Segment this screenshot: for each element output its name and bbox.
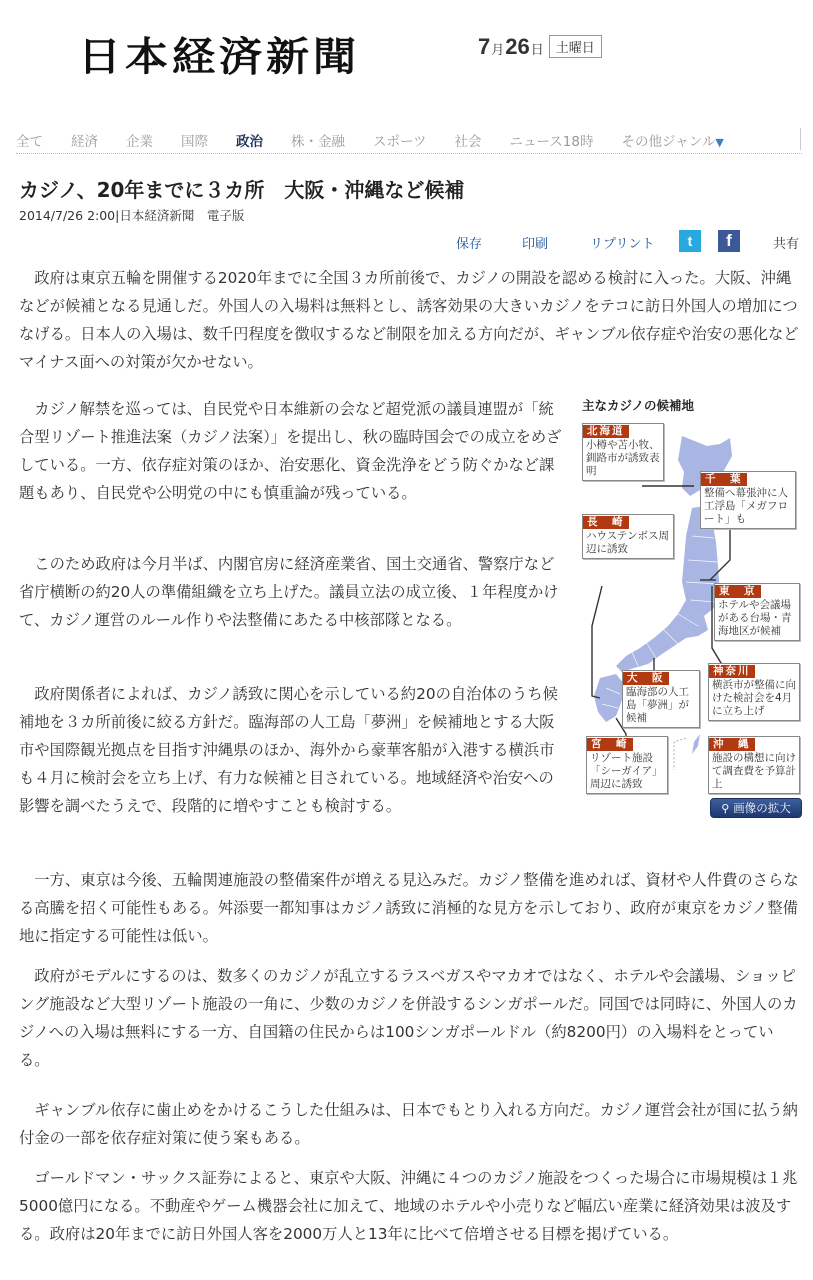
callout-text: 横浜市が整備に向けた検討会を4月に立ち上げ xyxy=(712,679,796,717)
article-paragraph: 政府は東京五輪を開催する2020年までに全国３カ所前後で、カジノの開設を認める検討に入った。大阪、沖縄などが候補となる見通しだ。外国人の入場料は無料とし、誘客効果の大きいカジノをテコに訪日外国人の増加につなげる。日本人の入場は、数千円程度を徴収するなど制限を加える方向だが、ギャンブル依存症や治安の悪化などマイナス面への対策が欠かせない。 xyxy=(19,269,799,371)
callout-miyazaki xyxy=(586,736,668,794)
nav-item-politics[interactable]: 政治 xyxy=(236,133,263,150)
masthead xyxy=(0,0,813,120)
callout-tag: 宮 崎 xyxy=(587,738,633,751)
nav-item-markets[interactable]: 株・金融 xyxy=(291,133,345,150)
callout-osaka xyxy=(622,670,700,728)
callout-text: 小樽や苫小牧、釧路市が誘致表明 xyxy=(586,439,660,477)
date-month-unit: 月 xyxy=(491,42,505,57)
figure-title: 主なカジノの候補地 xyxy=(582,398,695,413)
nav-item-sports[interactable]: スポーツ xyxy=(373,133,427,150)
callout-text: リゾート施設「シーガイア」周辺に誘致 xyxy=(590,752,663,790)
article-paragraph: 政府がモデルにするのは、数多くのカジノが乱立するラスベガスやマカオではなく、ホテルや会議場、ショッピング施設など大型リゾート施設の一角に、少数のカジノを併設するシンガポールだ。同国では同時に、外国人のカジノへの入場は無料にする一方、自国籍の住民からは100シンガポールドル（約8200円）の入場料をとっている。 xyxy=(19,967,798,1069)
callout-hokkaido xyxy=(582,423,664,481)
article-byline: 2014/7/26 2:00|日本経済新聞 電子版 xyxy=(19,208,245,223)
callout-text: ハウステンボス周辺に誘致 xyxy=(586,530,669,555)
article-paragraph: カジノ解禁を巡っては、自民党や日本維新の会など超党派の議員連盟が「統合型リゾート推進法案（カジノ法案）」を提出し、秋の臨時国会での成立をめざしている。一方、依存症対策のほか、治安悪化、資金洗浄をどう防ぐかなど課題もあり、自民党や公明党の中にも慎重論が残っている。 xyxy=(19,400,562,502)
twitter-icon[interactable]: t xyxy=(679,230,701,252)
callout-okinawa xyxy=(708,736,800,794)
nav-item-international[interactable]: 国際 xyxy=(181,133,208,150)
callout-text: 臨海部の人工島「夢洲」が候補 xyxy=(626,686,689,724)
nav-other-label: その他ジャンル xyxy=(621,133,716,150)
newspaper-logo[interactable]: 日本経済新聞 xyxy=(78,34,360,81)
genre-nav xyxy=(16,126,802,154)
callout-text: ホテルや会議場がある台場・青海地区が候補 xyxy=(718,599,792,637)
nav-item-other-genres[interactable] xyxy=(621,130,723,150)
weekday-badge: 土曜日 xyxy=(549,35,602,58)
reprint-button[interactable]: リプリント xyxy=(590,237,655,252)
callout-kanagawa xyxy=(708,663,800,721)
callout-tag: 大 阪 xyxy=(623,672,669,685)
callout-tag: 北海道 xyxy=(583,425,629,438)
nav-item-business[interactable]: 企業 xyxy=(126,133,153,150)
nav-item-all[interactable]: 全て xyxy=(16,133,43,150)
date-day: 26 xyxy=(505,34,530,59)
save-button[interactable]: 保存 xyxy=(456,237,483,252)
callout-nagasaki xyxy=(582,514,674,559)
callout-chiba xyxy=(700,471,796,529)
article-paragraph: ゴールドマン・サックス証券によると、東京や大阪、沖縄に４つのカジノ施設をつくった場合に市場規模は１兆5000億円になる。不動産やゲーム機器会社に加えて、地域のホテルや小売りなど幅広い産業に経済効果は波及する。政府は20年までに訪日外国人客を2000万人と13年に比べて倍増させる目標を掲げている。 xyxy=(19,1169,798,1243)
article-paragraph: 一方、東京は今後、五輪関連施設の整備案件が増える見込みだ。カジノ整備を進めれば、資材や人件費のさらなる高騰を招く可能性もある。舛添要一都知事はカジノ誘致に消極的な見方を示しており、政府が東京をカジノ整備地に指定する可能性は低い。 xyxy=(19,871,799,945)
facebook-icon[interactable]: f xyxy=(718,230,740,252)
nav-divider xyxy=(800,128,801,150)
article-paragraph: ギャンブル依存に歯止めをかけるこうした仕組みは、日本でもとり入れる方向だ。カジノ運営会社が国に払う納付金の一部を依存症対策に使う案もある。 xyxy=(19,1101,798,1147)
article-headline: カジノ、20年までに３カ所 大阪・沖縄など候補 xyxy=(19,178,465,202)
callout-tag: 神奈川 xyxy=(709,665,755,678)
chevron-down-icon: ▼ xyxy=(715,135,724,149)
callout-tag: 沖 縄 xyxy=(709,738,755,751)
callout-tag: 長 崎 xyxy=(583,516,629,529)
print-button[interactable]: 印刷 xyxy=(522,237,549,252)
edition-date xyxy=(478,34,602,60)
callout-text: 整備へ幕張沖に人工浮島「メガフロート」も xyxy=(704,487,788,525)
date-day-unit: 日 xyxy=(530,42,544,57)
nav-item-news18[interactable]: ニュース18時 xyxy=(509,133,594,150)
callout-text: 施設の構想に向けて調査費を予算計上 xyxy=(712,752,796,790)
nav-item-society[interactable]: 社会 xyxy=(454,133,482,150)
share-button[interactable]: 共有 xyxy=(773,237,800,252)
date-month: 7 xyxy=(478,34,491,59)
article-paragraph: 政府関係者によれば、カジノ誘致に関心を示している約20の自治体のうち候補地を３カ所前後に絞る方針だ。臨海部の人工島「夢洲」を候補地とする大阪市や国際観光拠点を目指す沖縄県のほか、海外から豪華客船が入港する横浜市も４月に検討会を立ち上げ、有力な候補と目されている。地域経済や治安への影響を調べたうえで、段階的に増やすことも検討する。 xyxy=(19,685,558,815)
magnifier-icon: ⚲ xyxy=(721,801,730,815)
callout-tag: 東 京 xyxy=(715,585,761,598)
article-paragraph: このため政府は今月半ば、内閣官房に経済産業省、国土交通省、警察庁など省庁横断の約20人の準備組織を立ち上げた。議員立法の成立後、１年程度かけて、カジノ運営のルール作りや法整備にあたる中核部隊となる。 xyxy=(19,555,559,629)
casino-candidates-map-figure xyxy=(582,396,804,820)
enlarge-image-button[interactable] xyxy=(710,798,802,818)
callout-tag: 千 葉 xyxy=(701,473,747,486)
nav-item-economy[interactable]: 経済 xyxy=(71,133,98,150)
enlarge-image-label: 画像の拡大 xyxy=(733,801,791,815)
callout-tokyo xyxy=(714,583,800,641)
